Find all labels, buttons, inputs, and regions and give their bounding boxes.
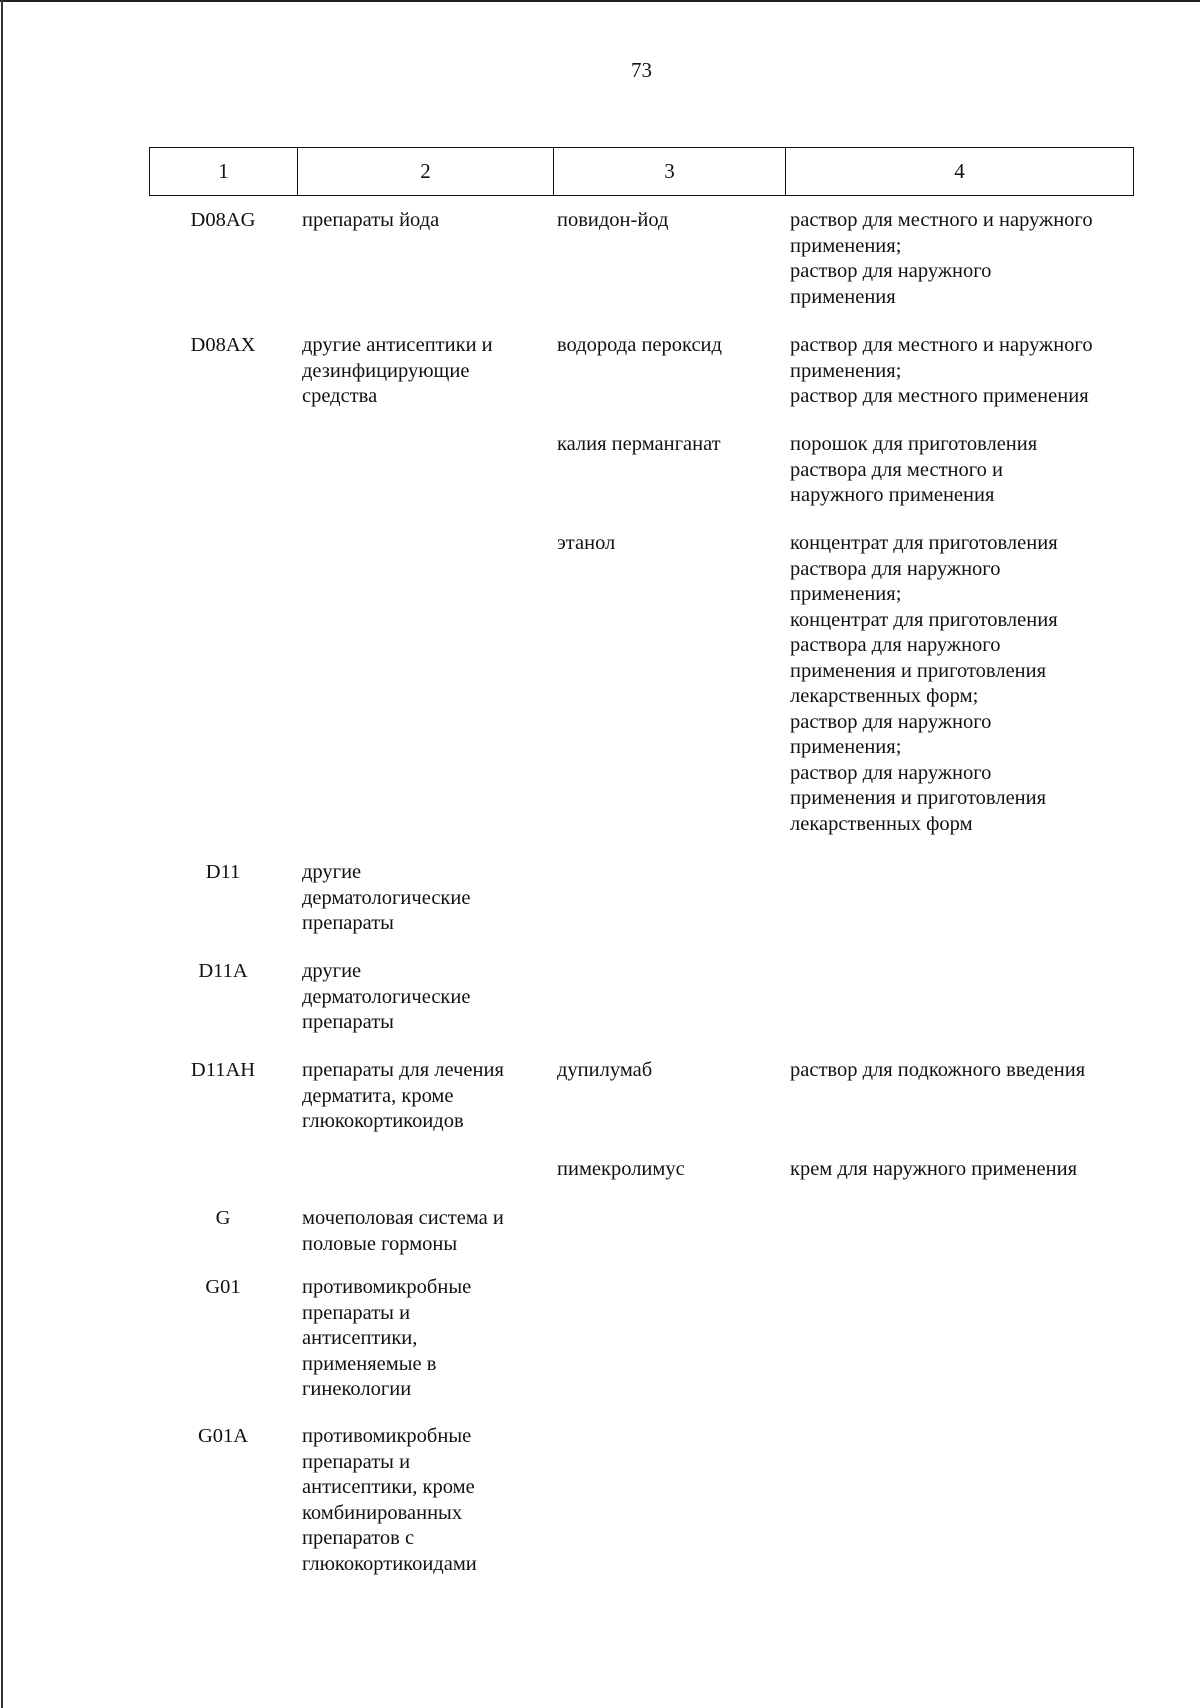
dosage-form-line: лекарственных форм [790, 812, 973, 835]
dosage-form-cell [790, 432, 1130, 509]
dosage-form-line: раствор для наружного [790, 761, 992, 784]
header-col-4: 4 [954, 159, 965, 183]
group-name-cell [302, 959, 552, 1036]
dosage-form-line: раствор для подкожного введения [790, 1059, 1086, 1081]
dosage-form-cell [790, 333, 1130, 410]
dosage-form-line: применения [790, 285, 896, 308]
atc-code-cell: G [215, 1207, 231, 1229]
group-name-line: половые гормоны [302, 1232, 458, 1255]
atc-code-cell: D08AX [190, 334, 256, 356]
group-name-cell [302, 1424, 552, 1577]
atc-code-cell: G01A [197, 1425, 249, 1447]
drug-name-line: этанол [557, 532, 616, 554]
group-name-line: противомикробные [302, 1276, 472, 1298]
group-name-line: глюкокортикоидами [302, 1552, 477, 1575]
dosage-form-cell [790, 1058, 1130, 1084]
group-name-cell [302, 860, 552, 937]
drug-name-line: дупилумаб [557, 1059, 653, 1081]
drug-name-cell [557, 333, 787, 359]
page-top-edge [0, 0, 1200, 2]
header-col-1: 1 [150, 148, 298, 195]
page-left-edge [1, 0, 3, 1708]
dosage-form-line: раствор для местного и наружного [790, 334, 1093, 356]
group-name-line: дерматологические [302, 985, 471, 1008]
group-name-line: мочеполовая система и [302, 1207, 504, 1229]
group-name-cell [302, 1206, 552, 1257]
dosage-form-line: раствор для местного применения [790, 385, 1089, 407]
group-name-line: противомикробные [302, 1425, 472, 1447]
dosage-form-line: наружного применения [790, 484, 995, 506]
header-col-2: 2 [298, 148, 554, 195]
group-name-line: антисептики, кроме [302, 1476, 475, 1498]
dosage-form-cell [790, 1157, 1130, 1183]
dosage-form-cell [790, 208, 1130, 310]
page-number: 73 [631, 58, 652, 82]
dosage-form-line: раствор для наружного [790, 260, 992, 282]
dosage-form-line: раствора для наружного [790, 557, 1001, 580]
drug-name-line: пимекролимус [557, 1158, 685, 1180]
drug-name-cell [557, 208, 787, 234]
dosage-form-line: применения; [790, 736, 902, 758]
drug-name-cell [557, 531, 787, 557]
group-name-line: препараты [302, 912, 394, 934]
group-name-cell [302, 1275, 552, 1403]
dosage-form-line: применения; [790, 359, 902, 382]
group-name-line: дерматологические [302, 886, 471, 909]
group-name-line: препараты [302, 1011, 394, 1033]
atc-code-cell: D11A [198, 960, 248, 982]
group-name-line: другие [302, 960, 362, 982]
dosage-form-cell [790, 531, 1130, 837]
dosage-form-line: раствора для наружного [790, 634, 1001, 656]
drug-name-cell [557, 432, 787, 458]
dosage-form-line: крем для наружного применения [790, 1158, 1078, 1180]
dosage-form-line: применения; [790, 583, 902, 605]
group-name-line: другие антисептики и [302, 334, 493, 356]
group-name-cell [302, 208, 552, 234]
group-name-line: гинекологии [302, 1378, 412, 1400]
drug-name-cell [557, 1157, 787, 1183]
dosage-form-line: концентрат для приготовления [790, 608, 1058, 631]
group-name-line: препараты для лечения [302, 1059, 504, 1081]
dosage-form-line: лекарственных форм; [790, 685, 979, 707]
dosage-form-line: порошок для приготовления [790, 433, 1038, 455]
group-name-line: препараты йода [302, 209, 440, 231]
atc-code-cell: D11AH [190, 1059, 256, 1081]
dosage-form-line: концентрат для приготовления [790, 532, 1058, 554]
dosage-form-line: раствор для местного и наружного [790, 209, 1093, 231]
group-name-line: препараты и [302, 1450, 411, 1473]
group-name-cell [302, 1058, 552, 1135]
group-name-line: препаратов с [302, 1527, 415, 1549]
group-name-line: препараты и [302, 1301, 411, 1324]
atc-code-cell: G01 [205, 1276, 241, 1298]
group-name-line: применяемые в [302, 1352, 437, 1375]
dosage-form-line: применения и приготовления [790, 659, 1047, 682]
group-name-line: комбинированных [302, 1501, 463, 1524]
dosage-form-line: применения; [790, 234, 902, 257]
group-name-line: антисептики, [302, 1327, 418, 1349]
drug-name-line: повидон-йод [557, 209, 669, 231]
drug-name-line: калия перманганат [557, 433, 721, 455]
dosage-form-line: раствор для наружного [790, 710, 992, 733]
group-name-line: глюкокортикоидов [302, 1110, 464, 1132]
group-name-line: дерматита, кроме [302, 1084, 454, 1107]
dosage-form-line: раствора для местного и [790, 458, 1003, 481]
group-name-line: дезинфицирующие [302, 359, 470, 382]
atc-code-cell: D08AG [190, 209, 256, 231]
drug-name-line: водорода пероксид [557, 334, 722, 356]
group-name-line: средства [302, 385, 378, 407]
header-col-3: 3 [554, 148, 786, 195]
atc-code-cell: D11 [205, 861, 241, 883]
drug-name-cell [557, 1058, 787, 1084]
group-name-cell [302, 333, 552, 410]
dosage-form-line: применения и приготовления [790, 787, 1047, 809]
group-name-line: другие [302, 861, 362, 883]
table-header [149, 147, 1134, 196]
